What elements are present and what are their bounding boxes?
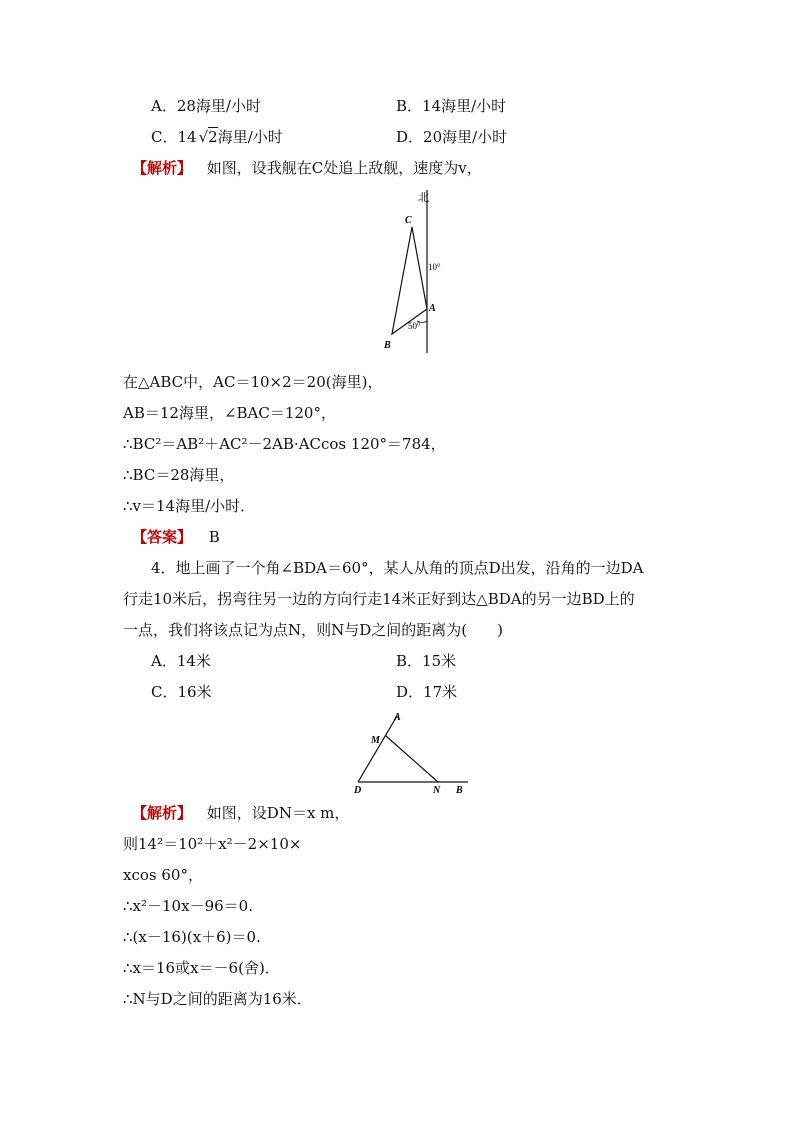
analysis-line-q3 (132, 158, 482, 178)
option-c-suffix: 海里/小时 (217, 128, 283, 146)
label-d: D (354, 785, 362, 795)
step-line: xcos 60°， (123, 866, 203, 884)
q4-stem-line-3: 一点，我们将该点记为点N，则N与D之间的距离为( ) (123, 621, 503, 639)
step-line: ∴N与D之间的距离为16米． (123, 990, 312, 1008)
label-n: N (433, 785, 441, 795)
label-c: C (405, 215, 412, 226)
north-label: 北 (418, 192, 429, 204)
answer-tag: 【答案】 (132, 528, 193, 546)
label-a: A (429, 303, 436, 314)
angle-10-label: 10° (428, 262, 441, 272)
step-line: ∴x＝16或x＝－6(舍)． (123, 959, 280, 977)
option-b: B．14海里/小时 (396, 97, 507, 115)
triangle-figure-q3 (370, 190, 460, 360)
ray-da (358, 716, 397, 782)
label-m: M (371, 735, 380, 746)
label-a: A (394, 712, 401, 723)
q4-option-b: B．15米 (396, 652, 457, 670)
triangle-abc (392, 227, 427, 334)
angle-figure-q4 (350, 710, 475, 795)
step-line: ∴v＝14海里/小时． (123, 497, 256, 515)
answer-line (132, 527, 220, 547)
q4-option-d: D．17米 (396, 683, 458, 701)
analysis-tag: 【解析】 (132, 804, 193, 822)
option-c-radicand: 2 (208, 128, 218, 146)
answer-value: B (208, 528, 220, 546)
option-c-prefix: C．14 (151, 128, 197, 146)
option-d: D．20海里/小时 (396, 128, 508, 146)
step-line: 则14²＝10²＋x²－2×10× (123, 835, 302, 853)
segment-mn (386, 736, 438, 782)
analysis-text: 如图，设我舰在C处追上敌舰，速度为v， (206, 159, 482, 177)
label-b: B (456, 785, 463, 795)
q4-option-c: C．16米 (151, 683, 212, 701)
step-line: AB＝12海里，∠BAC＝120°， (123, 404, 336, 422)
angle-50-label: 50° (408, 321, 421, 331)
option-a: A．28海里/小时 (151, 97, 261, 115)
q4-stem-line-2: 行走10米后，拐弯往另一边的方向行走14米正好到达△BDA的另一边BD上的 (123, 590, 635, 608)
step-line: ∴BC²＝AB²＋AC²－2AB·ACcos 120°＝784， (123, 435, 446, 453)
analysis-line-q4 (132, 803, 349, 823)
q4-option-a: A．14米 (151, 652, 211, 670)
analysis-tag: 【解析】 (132, 159, 193, 177)
step-line: ∴x²－10x－96＝0. (123, 897, 253, 915)
option-c (151, 127, 283, 147)
step-line: ∴BC＝28海里， (123, 466, 235, 484)
label-b: B (384, 340, 391, 351)
step-line: 在△ABC中，AC＝10×2＝20(海里)， (123, 373, 383, 391)
q4-stem-line-1: 4．地上画了一个角∠BDA＝60°，某人从角的顶点D出发，沿角的一边DA (151, 559, 644, 577)
analysis-text: 如图，设DN＝x m， (206, 804, 350, 822)
step-line: ∴(x－16)(x＋6)＝0. (123, 928, 261, 946)
sqrt-symbol: √ (198, 128, 209, 146)
